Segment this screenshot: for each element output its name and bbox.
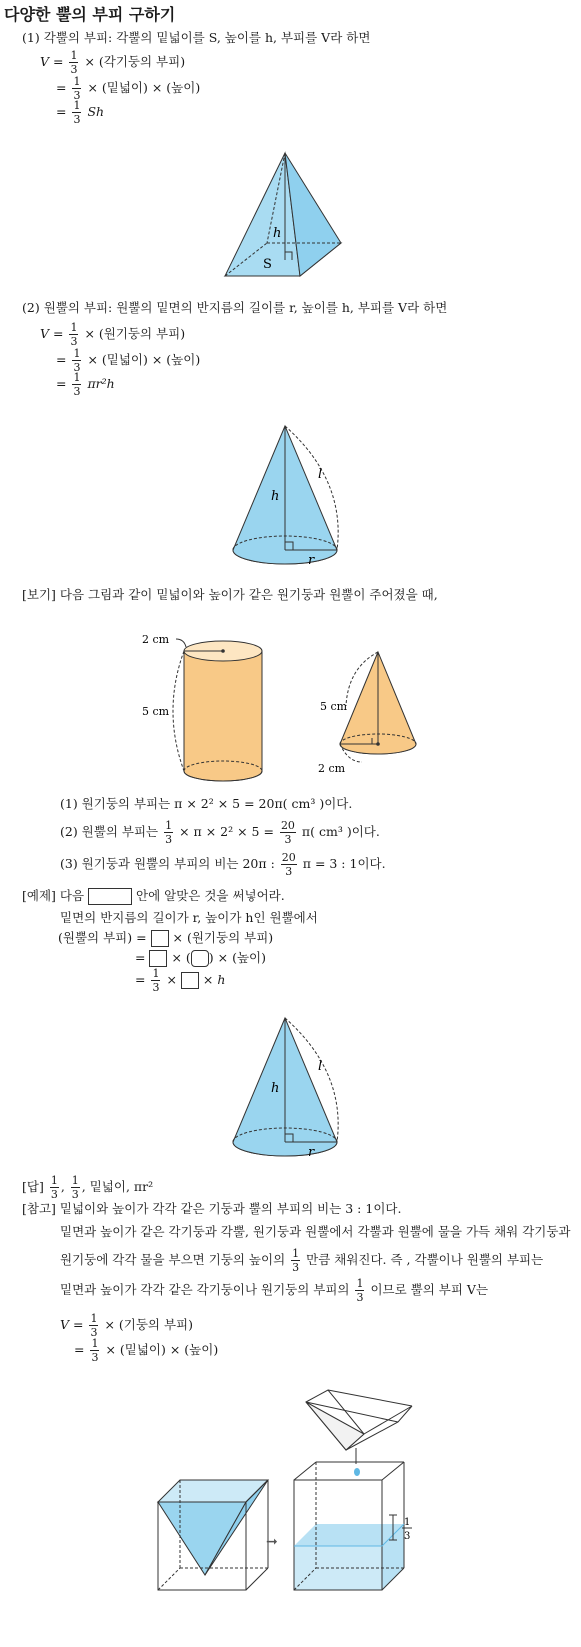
section-1-text: 각뿔의 부피: 각뿔의 밑넓이를 S, 높이를 h, 부피를 V라 하면	[43, 30, 371, 45]
cube-water-figure	[150, 1380, 430, 1642]
cylinder-radius-label: 2 cm	[142, 633, 170, 646]
blank-box	[88, 888, 132, 905]
fraction-one-third: $\frac{1}{3}$	[70, 49, 78, 76]
example-heading	[22, 585, 438, 603]
note-line-3: 원기둥에 각각 물을 부으면 기둥의 높이의 $\frac{1}{3}$ 만큼 채워진다. 즉 , 각뿔이나 원뿔의 부피는	[60, 1247, 544, 1274]
section-1-heading	[22, 28, 370, 46]
answer-blank-1[interactable]	[151, 930, 169, 947]
answer-line: [답] $\frac{1}{3}$ , $\frac{1}{3}$ , 밑넓이, πr²	[22, 1174, 154, 1201]
orange-cone-radius-label: 2 cm	[318, 762, 346, 775]
pyramid-S-label: S	[263, 257, 272, 272]
water-fraction-denominator: 3	[404, 1531, 411, 1542]
answer-blank-4[interactable]	[181, 972, 199, 989]
note-line-1: [참고] 밑넓이와 높이가 각각 같은 기둥과 뿔의 부피의 비는 3 : 1이다.	[22, 1201, 402, 1216]
example-tag: [보기]	[22, 587, 56, 602]
exercise-line-5: = $\frac{1}{3}$ × × h	[135, 967, 226, 994]
example-item-3: (3) 원기둥과 원뿔의 부피의 비는 20π : $\frac{20}{3}$ π = 3 : 1이다.	[60, 851, 386, 878]
cylinder-height-arc	[173, 651, 184, 771]
water-fraction-numerator: 1	[404, 1517, 411, 1528]
page-title: 다양한 뿔의 부피 구하기	[4, 5, 176, 24]
note-tag: [참고]	[22, 1201, 56, 1216]
orange-cone-figure	[318, 648, 428, 778]
exercise-line-3: (원뿔의 부피) = × (원기둥의 부피)	[58, 930, 274, 945]
orange-cone-height-label: 5 cm	[320, 700, 348, 713]
fraction-one-third: $\frac{1}{3}$	[73, 75, 81, 102]
section-1-formula-line-3: = $\frac{1}{3}$ Sh	[56, 99, 105, 126]
pyramid-h-label: h	[273, 226, 282, 241]
section-2-formula-line-1: V = $\frac{1}{3}$ × (원기둥의 부피)	[40, 321, 186, 348]
arrow-icon: ➞	[266, 1534, 278, 1550]
cone-l-label: l	[318, 467, 323, 482]
answer-tag: [답]	[22, 1179, 44, 1194]
exercise-line-1: [예제] 다음 안에 알맞은 것을 써넣어라.	[22, 888, 285, 903]
fraction-one-third: $\frac{1}{3}$	[70, 321, 78, 348]
answer-blank-2[interactable]	[149, 950, 167, 967]
right-cube-with-water	[294, 1462, 412, 1590]
answer-blank-3[interactable]	[191, 950, 209, 967]
left-cube-with-pyramid	[158, 1480, 268, 1590]
section-1-number: (1)	[22, 30, 40, 45]
cone-h-label: h	[271, 1081, 280, 1096]
section-2-formula-line-2: = $\frac{1}{3}$ × (밑넓이) × (높이)	[56, 347, 201, 374]
note-formula-line-1: V = $\frac{1}{3}$ × (기둥의 부피)	[60, 1312, 194, 1339]
fraction-one-third: $\frac{1}{3}$	[73, 347, 81, 374]
cone-l-label: l	[318, 1059, 323, 1074]
inverted-pyramid	[306, 1390, 412, 1476]
section-2-heading	[22, 298, 447, 316]
section-1-formula-line-1: V = $\frac{1}{3}$ × (각기둥의 부피)	[40, 49, 186, 76]
note-line-4: 밑면과 높이가 각각 같은 각기둥이나 원기둥의 부피의 $\frac{1}{3}$ 이므로 뿔의 부피 V는	[60, 1277, 489, 1304]
water-drop	[354, 1468, 360, 1476]
section-1-formula-line-2: = $\frac{1}{3}$ × (밑넓이) × (높이)	[56, 75, 201, 102]
pyramid-figure	[215, 148, 355, 280]
section-2-text: 원뿔의 부피: 원뿔의 밑면의 반지름의 길이를 r, 높이를 h, 부피를 V라 하면	[43, 300, 448, 315]
exercise-line-2: 밑면의 반지름의 길이가 r, 높이가 h인 원뿔에서	[60, 910, 318, 925]
example-item-1: (1) 원기둥의 부피는 π × 2² × 5 = 20π( cm³ )이다.	[60, 796, 353, 811]
cone-figure	[228, 420, 348, 570]
note-formula-line-2: = $\frac{1}{3}$ × (밑넓이) × (높이)	[74, 1337, 219, 1364]
section-2-number: (2)	[22, 300, 40, 315]
cylinder-figure	[140, 625, 275, 785]
example-text: 다음 그림과 같이 밑넓이와 높이가 같은 원기둥과 원뿔이 주어졌을 때,	[59, 587, 438, 602]
cone-r-label: r	[308, 1145, 315, 1160]
exercise-line-4: = × ( ) × (높이)	[135, 950, 266, 965]
exercise-tag: [예제]	[22, 888, 56, 903]
cone-r-label: r	[308, 553, 315, 568]
section-2-formula-line-3: = $\frac{1}{3}$ πr²h	[56, 371, 115, 398]
exercise-cone-figure	[228, 1012, 348, 1162]
fraction-one-third: $\frac{1}{3}$	[73, 99, 81, 126]
cylinder-height-label: 5 cm	[142, 705, 170, 718]
fraction-one-third: $\frac{1}{3}$	[73, 371, 81, 398]
note-line-2: 밑면과 높이가 같은 각기둥과 각뿔, 원기둥과 원뿔에서 각뿔과 원뿔에 물을 가득 채워 각기둥과	[60, 1224, 571, 1239]
example-item-2: (2) 원뿔의 부피는 $\frac{1}{3}$ × π × 2² × 5 = $\frac{20}{3}$ π( cm³ )이다.	[60, 819, 380, 846]
cone-h-label: h	[271, 489, 280, 504]
